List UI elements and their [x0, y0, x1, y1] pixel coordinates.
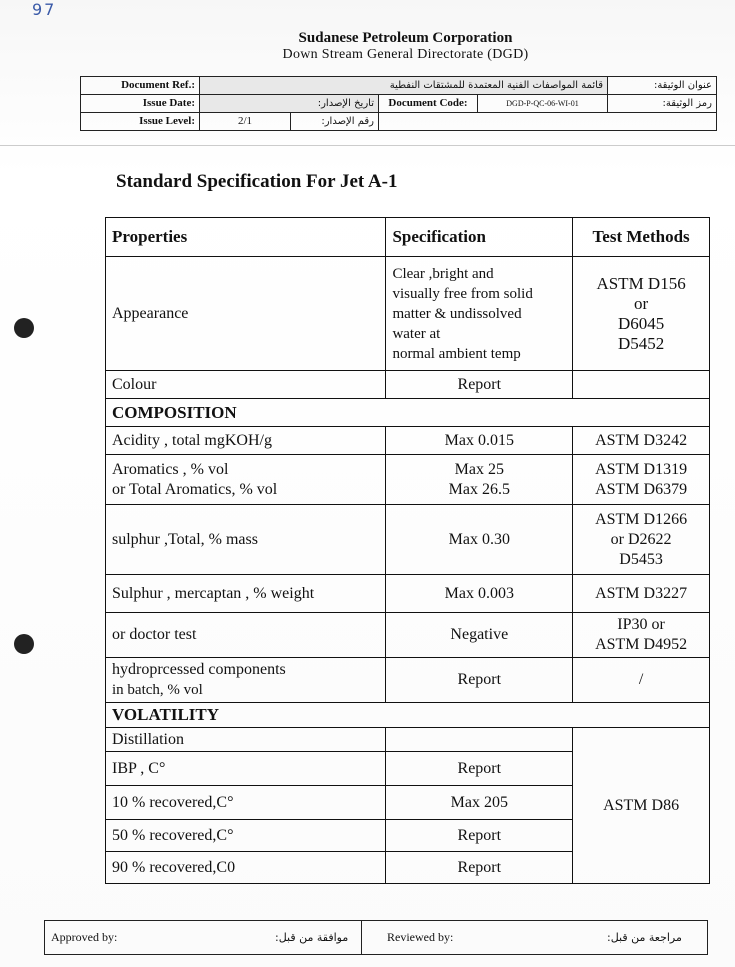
spec-90-recovered: Report [386, 852, 573, 884]
binder-hole-top [14, 318, 34, 338]
method-appearance-line: or [634, 293, 649, 313]
method-appearance [573, 257, 710, 371]
table-header-row [106, 218, 710, 257]
doc-code-label-ar: رمز الوثيقة: [608, 95, 717, 113]
property-hydroprocessed-line: hydroprcessed components [112, 661, 286, 678]
method-doctor-test-line: ASTM D4952 [595, 636, 688, 653]
property-aromatics-line: Aromatics , % vol [112, 460, 229, 478]
property-hydroprocessed [106, 658, 386, 703]
spec-aromatics-line: Max 25 [454, 460, 504, 478]
company-name: Sudanese Petroleum Corporation [298, 30, 513, 46]
method-sulphur-total-line: D5453 [619, 550, 663, 568]
spec-appearance-line: visually free from solid [392, 285, 533, 302]
property-aromatics [106, 455, 386, 505]
spec-appearance-line: normal ambient temp [392, 345, 521, 362]
table-row-aromatics [106, 455, 710, 505]
table-row-acidity [106, 427, 710, 455]
column-header-specification: Specification [386, 218, 573, 257]
property-doctor-test: or doctor test [106, 613, 386, 658]
document-title: Standard Specification For Jet A-1 [116, 171, 398, 192]
spec-appearance [386, 257, 573, 371]
document-header-table [80, 76, 717, 131]
method-sulphur-total [573, 505, 710, 575]
issue-date-label: Issue Date: [81, 95, 200, 113]
spec-hydroprocessed: Report [386, 658, 573, 703]
header-row-doc-ref [81, 77, 717, 95]
method-doctor-test-line: IP30 or [617, 616, 665, 633]
method-aromatics [573, 455, 710, 505]
method-sulphur-total-line: ASTM D1266 [595, 510, 688, 528]
section-row-volatility [106, 703, 710, 728]
footer-divider [361, 921, 362, 954]
spec-aromatics [386, 455, 573, 505]
property-hydroprocessed-line: in batch, % vol [112, 682, 203, 698]
spec-10-recovered: Max 205 [386, 786, 573, 820]
header-row-issue-date [81, 95, 717, 113]
method-acidity: ASTM D3242 [573, 427, 710, 455]
reviewed-by-label-ar: مراجعة من قبل: [607, 931, 682, 944]
issue-level-value: 2/1 [200, 113, 291, 130]
directorate-name: Down Stream General Directorate (DGD) [282, 47, 529, 62]
issue-date-label-ar: تاريخ الإصدار: [200, 95, 379, 113]
property-acidity: Acidity , total mgKOH/g [106, 427, 386, 455]
section-heading-composition: COMPOSITION [106, 399, 710, 427]
property-distillation: Distillation [106, 728, 386, 752]
method-aromatics-line: ASTM D1319 [595, 460, 688, 478]
method-sulphur-total-line: or D2622 [610, 530, 672, 548]
property-ibp: IBP , C° [106, 752, 386, 786]
spec-distillation-empty [386, 728, 573, 752]
method-appearance-line: D6045 [617, 313, 665, 333]
reviewed-by-label: Reviewed by: [387, 930, 454, 944]
spec-acidity: Max 0.015 [386, 427, 573, 455]
property-90-recovered: 90 % recovered,C0 [106, 852, 386, 884]
method-appearance-line: D5452 [617, 333, 665, 353]
column-header-properties: Properties [106, 218, 386, 257]
method-appearance-line: ASTM D156 [596, 273, 686, 293]
table-row-sulphur-total [106, 505, 710, 575]
property-50-recovered: 50 % recovered,C° [106, 820, 386, 852]
jet-a1-specification-table [105, 217, 710, 884]
method-doctor-test [573, 613, 710, 658]
issue-level-label: Issue Level: [81, 113, 200, 131]
issue-level-cell [200, 113, 379, 131]
handwritten-page-mark: 97 [32, 0, 57, 19]
property-mercaptan: Sulphur , mercaptan , % weight [106, 575, 386, 613]
approval-footer [44, 920, 708, 955]
method-aromatics-line: ASTM D6379 [595, 480, 688, 498]
property-sulphur-total: sulphur ,Total, % mass [106, 505, 386, 575]
section-row-composition [106, 399, 710, 427]
table-row-distillation [106, 728, 710, 752]
table-row-appearance [106, 257, 710, 371]
spec-appearance-line: Clear ,bright and [392, 265, 494, 282]
doc-code-label: Document Code: [379, 95, 478, 113]
issue-level-empty-cell [379, 113, 717, 131]
table-row-colour [106, 371, 710, 399]
table-row-hydroprocessed [106, 658, 710, 703]
spec-mercaptan: Max 0.003 [386, 575, 573, 613]
doc-code-value: DGD-P-QC-06-WI-01 [478, 95, 608, 113]
property-aromatics-line: or Total Aromatics, % vol [112, 480, 278, 498]
method-hydroprocessed: / [573, 658, 710, 703]
binder-hole-bottom [14, 634, 34, 654]
issue-level-label-ar: رقم الإصدار: [321, 116, 374, 127]
spec-doctor-test: Negative [386, 613, 573, 658]
spec-ibp: Report [386, 752, 573, 786]
table-row-mercaptan [106, 575, 710, 613]
spec-colour: Report [386, 371, 573, 399]
spec-appearance-line: water at [392, 325, 441, 342]
method-colour [573, 371, 710, 399]
method-mercaptan: ASTM D3227 [573, 575, 710, 613]
doc-ref-label: Document Ref.: [81, 77, 200, 95]
section-heading-volatility: VOLATILITY [106, 703, 710, 728]
property-colour: Colour [106, 371, 386, 399]
column-header-test-methods: Test Methods [573, 218, 710, 257]
doc-ref-value: قائمة المواصفات الفنية المعتمدة للمشتقات النفطية [200, 77, 608, 95]
approved-by-label: Approved by: [51, 930, 118, 944]
property-appearance: Appearance [106, 257, 386, 371]
method-distillation: ASTM D86 [573, 728, 710, 884]
spec-appearance-line: matter & undissolved [392, 305, 522, 322]
property-10-recovered: 10 % recovered,C° [106, 786, 386, 820]
spec-sulphur-total: Max 0.30 [386, 505, 573, 575]
scan-page-divider [0, 145, 735, 146]
header-row-issue-level [81, 113, 717, 131]
spec-50-recovered: Report [386, 820, 573, 852]
approved-by-label-ar: موافقة من قبل: [275, 931, 349, 944]
doc-title-label-ar: عنوان الوثيقة: [608, 77, 717, 95]
spec-aromatics-line: Max 26.5 [448, 480, 510, 498]
table-row-doctor-test [106, 613, 710, 658]
